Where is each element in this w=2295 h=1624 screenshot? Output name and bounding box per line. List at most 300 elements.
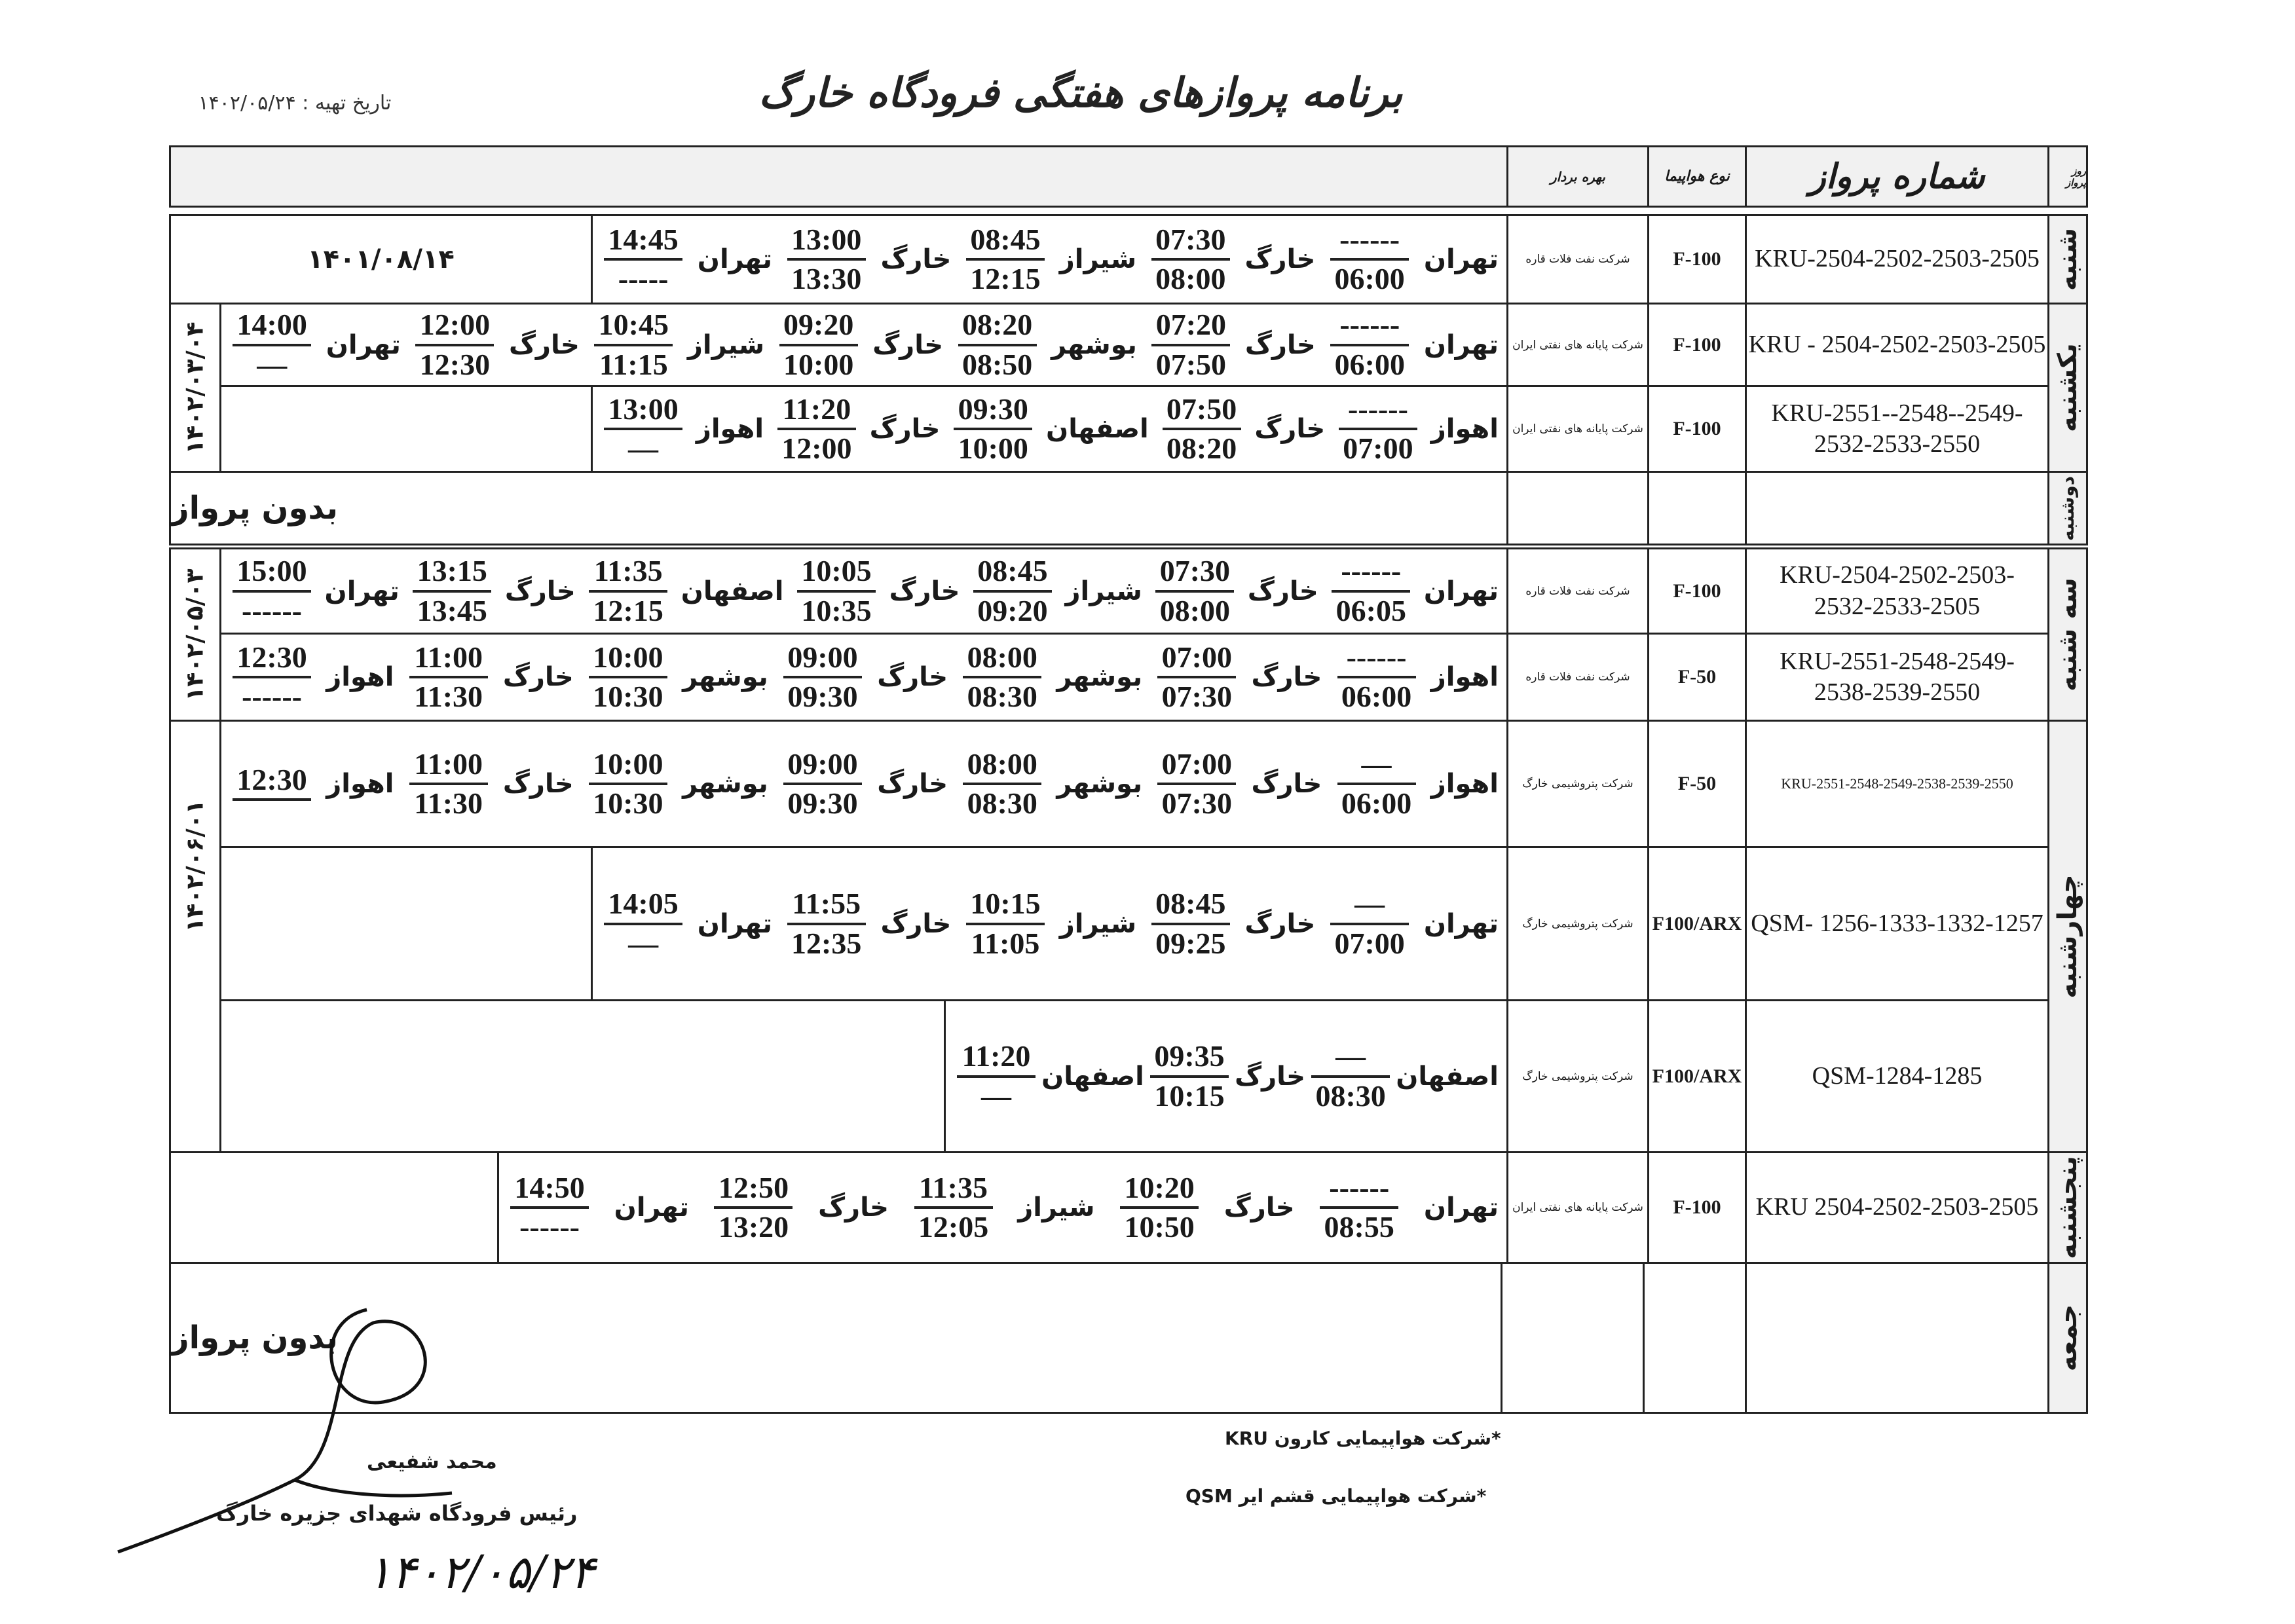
- time-divider: [963, 783, 1041, 785]
- departure-time: 08:45: [1155, 887, 1226, 921]
- operator-cell: [1506, 720, 1649, 848]
- arrival-time: 08:30: [967, 680, 1037, 713]
- flight-number-cell: [1745, 1151, 2049, 1264]
- time-block: [794, 555, 879, 627]
- arrival-time: 07:50: [1155, 347, 1227, 381]
- header-route-cell: [169, 145, 1509, 208]
- aircraft-cell: [1647, 547, 1747, 635]
- aircraft-text: F-100: [1673, 248, 1721, 270]
- city-label: خارگ: [872, 329, 944, 360]
- arrival-time: 13:30: [791, 262, 862, 295]
- time-divider: [233, 798, 311, 801]
- time-block: [601, 394, 686, 465]
- operator-cell: [1506, 999, 1649, 1153]
- city-label: بوشهر: [682, 662, 768, 692]
- time-divider: [787, 258, 866, 261]
- aircraft-text: F100/ARX: [1652, 912, 1742, 934]
- document-title: برنامه پروازهای هفتگی فرودگاه خارگ: [758, 69, 1403, 117]
- route-cell: [219, 633, 1508, 722]
- time-block: [229, 764, 314, 803]
- departure-time: 14:45: [608, 222, 679, 256]
- day-label: یکشنبه: [2053, 343, 2083, 432]
- departure-time: 12:00: [419, 308, 491, 342]
- departure-time: 09:30: [958, 392, 1028, 426]
- signer-title: رئیس فرودگاه شهدای جزیره خارگ: [216, 1501, 578, 1526]
- day-friday: [2047, 1262, 2088, 1414]
- time-block: [601, 224, 686, 295]
- city-label: شیراز: [687, 329, 765, 360]
- saturday-date-cell: [169, 214, 593, 304]
- departure-time: ------: [1346, 640, 1407, 674]
- day-label: شنبه: [2053, 227, 2083, 291]
- time-block: [963, 888, 1048, 959]
- operator-text: شرکت پایانه های نفتی ایران: [1512, 422, 1643, 435]
- time-divider: [1155, 590, 1234, 593]
- time-block: [1335, 394, 1421, 465]
- arrival-time: 06:00: [1334, 347, 1405, 381]
- time-divider: [1151, 923, 1230, 925]
- departure-time: 08:00: [967, 640, 1037, 674]
- aircraft-cell: [1647, 214, 1747, 304]
- city-label: خارگ: [502, 769, 574, 799]
- note-qsm: *شرکت هواپیمایی قشم ایر QSM: [1185, 1485, 1487, 1507]
- departure-time: 09:00: [787, 640, 858, 674]
- city-label: تهران: [1423, 908, 1499, 939]
- route-cell: [591, 385, 1508, 473]
- aircraft-cell: [1647, 720, 1747, 848]
- departure-time: 10:15: [970, 887, 1041, 921]
- arrival-time: 12:30: [419, 347, 491, 381]
- flight-number-cell: [1745, 385, 2049, 473]
- arrival-time: 08:00: [1159, 593, 1231, 627]
- arrival-time: 11:30: [414, 680, 483, 713]
- time-divider: [957, 1075, 1036, 1078]
- arrival-time: 09:25: [1155, 926, 1226, 960]
- city-label: شیراز: [1059, 908, 1137, 939]
- day-saturday: [2047, 214, 2088, 304]
- route: [221, 549, 1506, 633]
- departure-time: ------: [1329, 1170, 1390, 1204]
- city-label: خارگ: [889, 576, 960, 606]
- city-label: اهواز: [326, 662, 394, 692]
- time-divider: [1120, 1206, 1199, 1209]
- departure-time: 11:35: [919, 1170, 988, 1204]
- operator-text: شرکت نفت فلات قاره: [1525, 584, 1630, 598]
- sunday-date-cell: [169, 303, 221, 473]
- departure-time: 09:35: [1154, 1039, 1225, 1073]
- time-divider: [604, 923, 682, 925]
- time-divider: [914, 1206, 993, 1209]
- wednesday-date: ۱۴۰۲/۰۶/۰۱: [181, 800, 209, 932]
- city-label: خارگ: [1244, 244, 1316, 274]
- arrival-time: 06:00: [1341, 680, 1412, 713]
- arrival-time: 07:30: [1161, 786, 1232, 820]
- departure-time: 07:30: [1155, 222, 1226, 256]
- departure-time: 14:00: [236, 308, 307, 342]
- time-divider: [777, 428, 856, 430]
- flight-number-text: KRU-2504-2502-2503-2505: [1755, 245, 2040, 273]
- departure-time: 08:00: [967, 747, 1037, 781]
- route: [593, 387, 1506, 471]
- city-label: خارگ: [880, 244, 952, 274]
- aircraft-cell: [1647, 1151, 1747, 1264]
- time-divider: [589, 590, 667, 593]
- arrival-time: 11:05: [971, 926, 1040, 960]
- arrival-time: 12:35: [791, 926, 862, 960]
- day-label: دوشنبه: [2057, 475, 2079, 541]
- city-label: اصفهان: [1396, 1061, 1499, 1092]
- arrival-time: 07:00: [1334, 926, 1405, 960]
- flight-number-text: KRU 2504-2502-2503-2505: [1755, 1193, 2039, 1221]
- time-block: [1117, 1172, 1202, 1244]
- time-divider: [1339, 428, 1417, 430]
- departure-time: 07:20: [1155, 308, 1227, 342]
- time-block: [780, 642, 865, 713]
- city-label: خارگ: [880, 908, 952, 939]
- arrival-time: 08:30: [1315, 1079, 1386, 1113]
- city-label: خارگ: [877, 769, 948, 799]
- city-label: بوشهر: [682, 769, 768, 799]
- city-label: خارگ: [1223, 1192, 1295, 1223]
- operator-text: شرکت پتروشیمی خارگ: [1522, 777, 1633, 790]
- day-tuesday: [2047, 547, 2088, 722]
- city-label: اهواز: [1430, 662, 1499, 692]
- arrival-time: 10:00: [783, 347, 854, 381]
- city-label: خارگ: [877, 662, 948, 692]
- empty-cell: [219, 385, 593, 473]
- flight-number-cell: [1745, 846, 2049, 1001]
- departure-time: 11:00: [414, 747, 483, 781]
- day-label: سه شنبه: [2053, 578, 2083, 692]
- monday-route-cell: [169, 471, 1509, 545]
- route-cell: [497, 1151, 1508, 1264]
- time-divider: [1337, 783, 1416, 785]
- departure-time: 08:45: [970, 222, 1041, 256]
- city-label: خارگ: [1251, 662, 1322, 692]
- time-divider: [604, 258, 682, 261]
- arrival-time: ------: [519, 1210, 580, 1244]
- departure-time: 12:30: [236, 640, 307, 674]
- aircraft-text: F-100: [1673, 333, 1721, 356]
- monday-flight-cell: [1745, 471, 2049, 545]
- departure-time: 07:00: [1161, 747, 1232, 781]
- header-day-label: روز پرواز: [2065, 164, 2086, 189]
- departure-time: 08:20: [961, 308, 1033, 342]
- no-flight-label: بدون پرواز: [171, 490, 339, 526]
- time-divider: [958, 344, 1037, 346]
- header-day: [2047, 145, 2088, 208]
- city-label: بوشهر: [1056, 662, 1143, 692]
- city-label: اهواز: [326, 769, 394, 799]
- time-divider: [1150, 1075, 1229, 1078]
- departure-time: 09:00: [787, 747, 858, 781]
- time-block: [229, 309, 314, 380]
- departure-time: 11:20: [961, 1039, 1031, 1073]
- time-block: [960, 642, 1045, 713]
- operator-text: شرکت پایانه های نفتی ایران: [1512, 1201, 1643, 1214]
- time-block: [409, 555, 494, 627]
- time-divider: [1151, 258, 1230, 261]
- departure-time: 10:05: [801, 554, 872, 588]
- time-block: [1328, 555, 1413, 627]
- monday-aircraft-cell: [1647, 471, 1747, 545]
- monday-operator-cell: [1506, 471, 1649, 545]
- departure-time: 09:20: [783, 308, 854, 342]
- arrival-time: 10:30: [593, 786, 663, 820]
- header-operator-label: بهره بردار: [1550, 168, 1605, 185]
- time-block: [1334, 748, 1419, 820]
- time-block: [1327, 224, 1412, 295]
- route: [221, 635, 1506, 720]
- time-block: [507, 1172, 592, 1244]
- flight-number-cell: [1745, 303, 2049, 387]
- time-divider: [589, 783, 667, 785]
- departure-time: ------: [1341, 554, 1402, 588]
- arrival-time: 08:30: [967, 786, 1037, 820]
- aircraft-text: F-100: [1673, 418, 1721, 439]
- day-thursday: [2047, 1151, 2088, 1264]
- arrival-time: —: [628, 432, 659, 465]
- empty-cell: [219, 999, 946, 1153]
- signer-name: محمد شفیعی: [367, 1450, 497, 1473]
- city-label: اصفهان: [681, 576, 784, 606]
- time-block: [780, 748, 865, 820]
- no-flight-label: بدون پرواز: [171, 1320, 339, 1356]
- time-divider: [604, 428, 682, 430]
- sunday-date: ۱۴۰۲/۰۳/۰۴: [181, 321, 209, 454]
- departure-time: 15:00: [236, 554, 307, 588]
- city-label: خارگ: [508, 329, 580, 360]
- departure-time: 11:55: [792, 887, 861, 921]
- aircraft-cell: [1647, 303, 1747, 387]
- route: [499, 1153, 1506, 1262]
- time-divider: [510, 1206, 589, 1209]
- departure-time: 13:00: [608, 392, 679, 426]
- arrival-time: 13:45: [417, 593, 487, 627]
- city-label: خارگ: [502, 662, 574, 692]
- time-divider: [966, 923, 1045, 925]
- route: [946, 1001, 1506, 1151]
- city-label: خارگ: [1254, 414, 1326, 444]
- time-block: [960, 748, 1045, 820]
- city-label: خارگ: [504, 576, 576, 606]
- arrival-time: —: [257, 347, 288, 381]
- header-operator: [1506, 145, 1649, 208]
- route-cell: [591, 846, 1508, 1001]
- time-divider: [1151, 344, 1230, 346]
- aircraft-cell: [1647, 385, 1747, 473]
- day-label: جمعه: [2052, 1304, 2083, 1372]
- time-block: [1154, 748, 1239, 820]
- aircraft-cell: [1647, 633, 1747, 722]
- flight-number-text: QSM-1284-1285: [1812, 1061, 1983, 1090]
- arrival-time: 12:00: [781, 432, 852, 465]
- arrival-time: 09:30: [787, 680, 858, 713]
- arrival-time: 10:50: [1124, 1210, 1195, 1244]
- time-divider: [1330, 923, 1409, 925]
- time-block: [412, 309, 497, 380]
- departure-time: 10:00: [593, 747, 663, 781]
- friday-aircraft-cell: [1643, 1262, 1747, 1414]
- time-block: [1327, 888, 1412, 959]
- time-divider: [233, 344, 311, 346]
- operator-cell: [1506, 846, 1649, 1001]
- city-label: تهران: [697, 244, 772, 274]
- time-divider: [1330, 344, 1409, 346]
- aircraft-cell: [1647, 999, 1747, 1153]
- route-cell: [591, 214, 1508, 304]
- time-divider: [413, 590, 491, 593]
- empty-cell: [219, 846, 593, 1001]
- flight-number-text: KRU-2504-2502-2503- 2532-2533-2505: [1780, 561, 2015, 620]
- aircraft-text: F-50: [1677, 773, 1717, 794]
- operator-text: شرکت پتروشیمی خارگ: [1522, 1069, 1633, 1083]
- departure-time: 08:45: [977, 554, 1048, 588]
- tuesday-date: ۱۴۰۲/۰۵/۰۳: [181, 568, 209, 701]
- departure-time: ------: [1339, 222, 1400, 256]
- city-label: خارگ: [1247, 576, 1318, 606]
- operator-cell: [1506, 385, 1649, 473]
- route: [221, 304, 1506, 385]
- time-divider: [1311, 1075, 1390, 1078]
- departure-time: 14:50: [514, 1170, 585, 1204]
- time-block: [586, 555, 671, 627]
- flight-number-cell: [1745, 720, 2049, 848]
- time-block: [1316, 1172, 1402, 1244]
- time-divider: [415, 344, 494, 346]
- city-label: خارگ: [1251, 769, 1322, 799]
- city-label: بوشهر: [1056, 769, 1143, 799]
- time-divider: [963, 676, 1041, 678]
- arrival-time: -----: [618, 262, 669, 295]
- time-block: [955, 309, 1040, 380]
- arrival-time: —: [628, 926, 659, 960]
- friday-operator-cell: [1501, 1262, 1645, 1414]
- arrival-time: 08:00: [1155, 262, 1226, 295]
- operator-cell: [1506, 303, 1649, 387]
- city-label: خارگ: [1244, 908, 1316, 939]
- saturday-date: ۱۴۰۱/۰۸/۱۴: [307, 244, 455, 274]
- aircraft-text: F-100: [1673, 580, 1721, 602]
- time-divider: [233, 590, 311, 593]
- operator-cell: [1506, 214, 1649, 304]
- time-divider: [233, 676, 311, 678]
- time-divider: [594, 344, 673, 346]
- city-label: تهران: [697, 908, 772, 939]
- arrival-time: 07:30: [1161, 680, 1232, 713]
- city-label: اهواز: [1430, 414, 1499, 444]
- header-flight-number: [1745, 145, 2049, 208]
- time-block: [950, 394, 1036, 465]
- time-divider: [589, 676, 667, 678]
- arrival-time: 06:00: [1341, 786, 1412, 820]
- time-block: [784, 224, 869, 295]
- header-flight-number-label: شماره پرواز: [1809, 157, 1985, 196]
- time-block: [776, 309, 861, 380]
- day-monday: [2047, 471, 2088, 545]
- flight-number-text: QSM- 1256-1333-1332-1257: [1751, 909, 2043, 937]
- arrival-time: 11:15: [599, 347, 668, 381]
- arrival-time: ------: [242, 680, 302, 713]
- arrival-time: 10:35: [801, 593, 872, 627]
- handwritten-date: ۱۴۰۲/۰۵/۲۴: [367, 1545, 595, 1599]
- time-block: [229, 555, 314, 627]
- time-divider: [714, 1206, 793, 1209]
- time-divider: [783, 676, 862, 678]
- time-block: [229, 642, 314, 713]
- time-block: [1148, 224, 1233, 295]
- operator-text: شرکت پتروشیمی خارگ: [1522, 917, 1633, 931]
- city-label: اصفهان: [1046, 414, 1149, 444]
- time-block: [1159, 394, 1244, 465]
- city-label: اصفهان: [1041, 1061, 1144, 1092]
- arrival-time: 12:15: [970, 262, 1041, 295]
- city-label: خارگ: [869, 414, 941, 444]
- departure-time: —: [1335, 1039, 1366, 1073]
- flight-number-text: KRU-2551-2548-2549- 2538-2539-2550: [1780, 647, 2015, 706]
- departure-time: 10:45: [598, 308, 669, 342]
- time-divider: [1330, 258, 1409, 261]
- time-block: [406, 748, 491, 820]
- time-block: [911, 1172, 996, 1244]
- route-cell: [219, 547, 1508, 635]
- route-cell: [944, 999, 1508, 1153]
- departure-time: ------: [1339, 308, 1400, 342]
- route: [593, 216, 1506, 303]
- time-block: [1327, 309, 1412, 380]
- flight-number-cell: [1745, 633, 2049, 722]
- arrival-time: 12:05: [918, 1210, 989, 1244]
- day-label: چهارشنبه: [2053, 874, 2083, 999]
- operator-cell: [1506, 633, 1649, 722]
- time-divider: [1320, 1206, 1398, 1209]
- time-divider: [973, 590, 1052, 593]
- wednesday-date-cell: [169, 720, 221, 1153]
- time-block: [591, 309, 676, 380]
- departure-time: ------: [1348, 392, 1408, 426]
- city-label: تهران: [1423, 1192, 1499, 1223]
- time-block: [954, 1041, 1039, 1112]
- flight-number-text: KRU-2551--2548--2549- 2532-2533-2550: [1771, 399, 2023, 458]
- prepared-date: تاریخ تهیه : ۱۴۰۲/۰۵/۲۴: [198, 92, 392, 115]
- time-block: [1308, 1041, 1393, 1112]
- operator-cell: [1506, 1151, 1649, 1264]
- route-cell: [219, 720, 1508, 848]
- city-label: خارگ: [1244, 329, 1316, 360]
- arrival-time: 09:30: [787, 786, 858, 820]
- time-block: [784, 888, 869, 959]
- departure-time: —: [1361, 747, 1392, 781]
- day-wednesday: [2047, 720, 2088, 1153]
- aircraft-cell: [1647, 846, 1747, 1001]
- arrival-time: —: [981, 1079, 1012, 1113]
- departure-time: —: [1354, 887, 1385, 921]
- operator-text: شرکت پایانه های نفتی ایران: [1512, 338, 1643, 352]
- departure-time: 10:00: [593, 640, 663, 674]
- departure-time: 10:20: [1124, 1170, 1195, 1204]
- arrival-time: 13:20: [718, 1210, 789, 1244]
- time-divider: [966, 258, 1045, 261]
- flight-number-cell: [1745, 999, 2049, 1153]
- time-block: [1152, 555, 1237, 627]
- time-divider: [1332, 590, 1410, 593]
- city-label: تهران: [324, 576, 400, 606]
- time-divider: [409, 676, 488, 678]
- time-block: [1147, 1041, 1232, 1112]
- city-label: تهران: [1423, 329, 1499, 360]
- departure-time: 14:05: [608, 887, 679, 921]
- time-divider: [1163, 428, 1241, 430]
